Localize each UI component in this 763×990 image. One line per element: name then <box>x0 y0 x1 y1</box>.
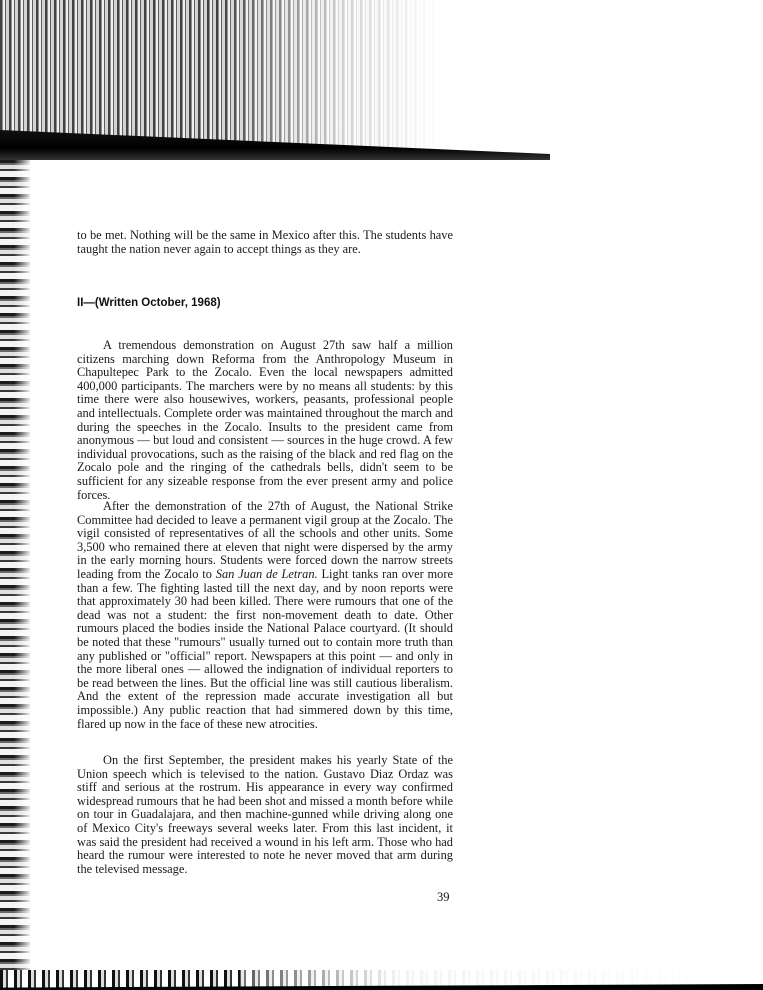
street-name-italic: San Juan de Letran. <box>215 566 318 581</box>
paragraph-vigil-text-2: Light tanks ran over more than a few. The fighting lasted till the next day, and by noon reports were that approximately 30 had been killed. There were rumours that one of the dead was not a student: the first non-movement death to date. Other rumours placed the bodies inside the National Palace courtyard. (It should be noted that these "rumours" usually turned out to contain more truth than any published or "official" report. Newspapers at this point — and only in the more liberal ones — allowed the indignation of individual reporters to be read between the lines. But the official line was still cautious liberalism. And the extent of the repression made accurate investigation all but impossible.) Any public reaction that had simmered down by this time, flared up now in the face of these new atrocities. <box>77 566 453 731</box>
section-heading: II—(Written October, 1968) <box>77 297 221 309</box>
top-fragment-paragraph: to be met. Nothing will be the same in Mexico after this. The students have taught the nation never again to accept things as they are. <box>77 228 453 256</box>
paragraph-state-of-union: On the first September, the president makes his yearly State of the Union speech which is televised to the nation. Gustavo Diaz Ordaz was stiff and serious at the rostrum. His appearance in every way confirmed widespread rumours that he had been shot and missed a month before while on tour in Guadalajara, and then machine-gunned while driving along one of Mexico City's freeways several weeks later. From this last incident, it was said the president had received a wound in his left arm. Those who had heard the rumour were interested to note he never moved that arm during the televised message. <box>77 753 453 876</box>
paragraph-demonstration: A tremendous demonstration on August 27th saw half a million citizens marching down Reforma from the Anthropology Museum in Chapultepec Park to the Zocalo. Even the local newspapers admitted 400,000 participants. The marchers were by no means all students: by this time there were also housewives, workers, peasants, professional people and intellectuals. Complete order was maintained throughout the march and during the speeches in the Zocalo. Insults to the president came from anonymous — but loud and consistent — sources in the huge crowd. A few individual provocations, such as the raising of the black and red flag on the Zocalo pole and the ringing of the cathedrals bells, didn't seem to be sufficient for any sizeable response from the ever present army and police forces. <box>77 338 453 502</box>
page-number: 39 <box>437 890 450 904</box>
paragraph-vigil-text-1: After the demonstration of the 27th of August, the National Strike Committee had decided to leave a permanent vigil group at the Zocalo. The vigil consisted of representatives of all the schools and other units. Some 3,500 who remained there at eleven that night were dispersed by the army in the early morning hours. Students were forced down the narrow streets leading from the Zocalo to <box>77 499 453 581</box>
scan-artifact-left-fade <box>14 160 32 970</box>
paragraph-vigil <box>77 500 453 731</box>
